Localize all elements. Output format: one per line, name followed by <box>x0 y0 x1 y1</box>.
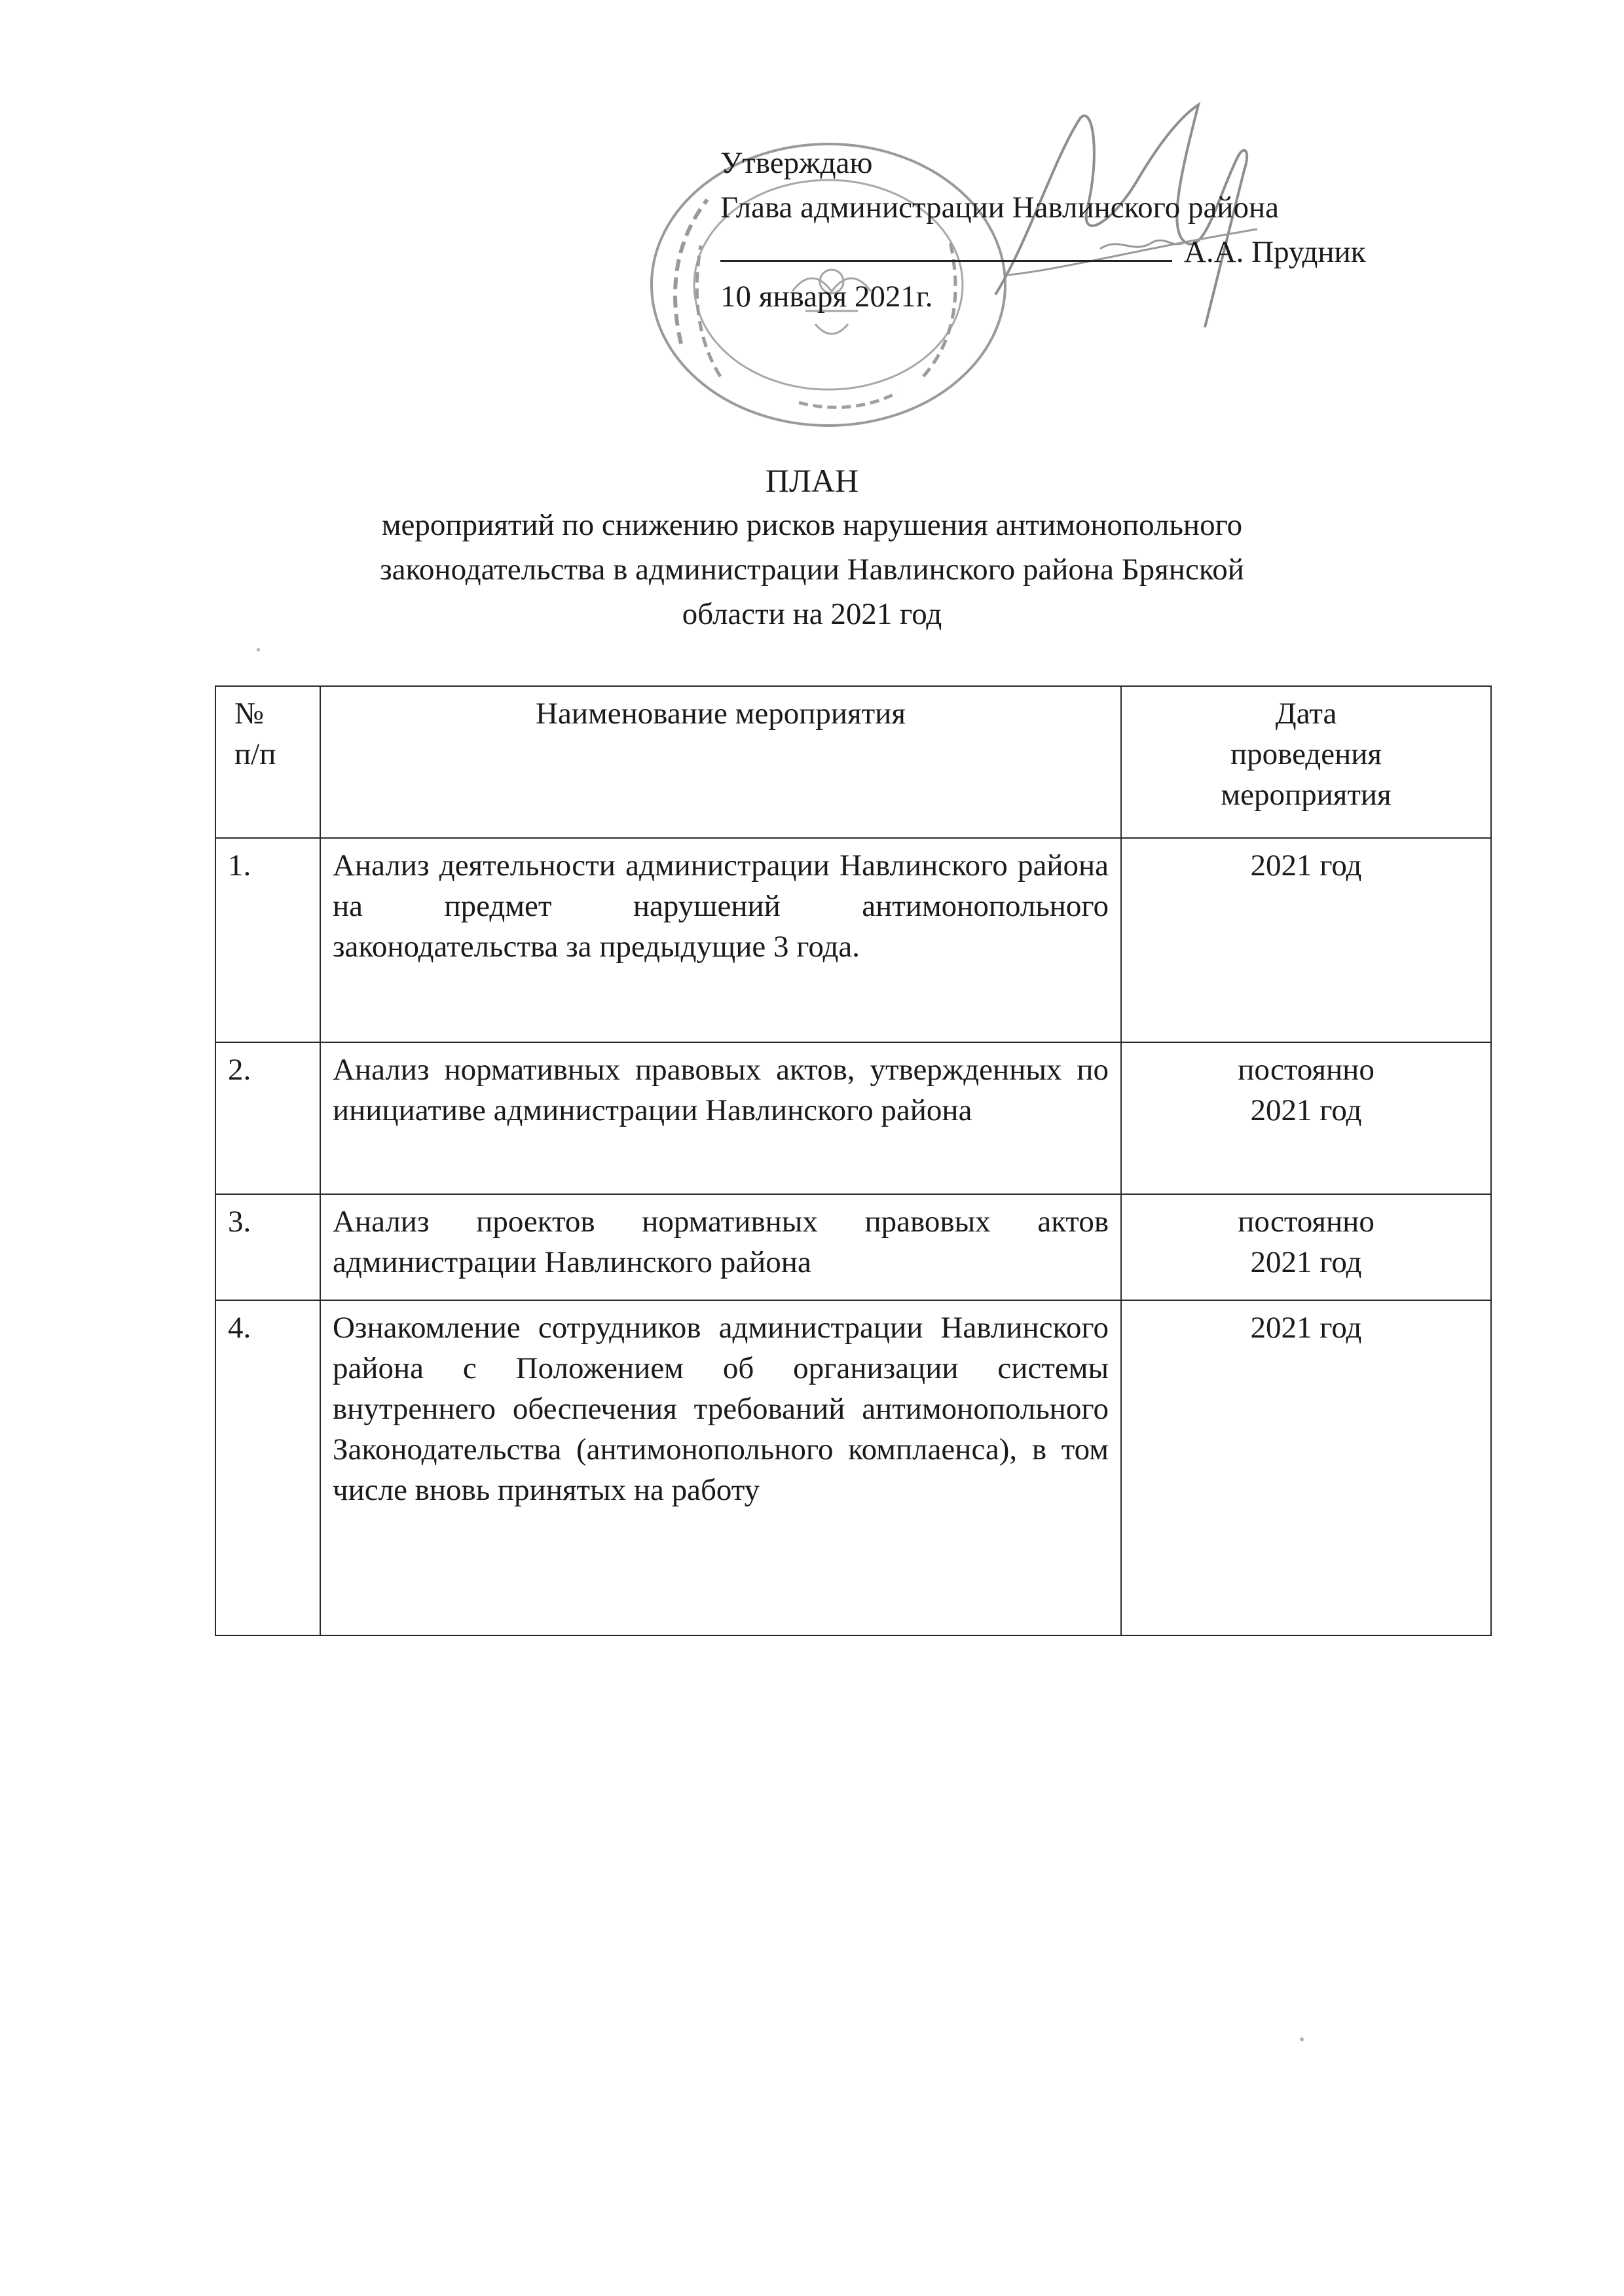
row-name: Анализ проектов нормативных правовых актов администрации Навлинского района <box>320 1194 1121 1300</box>
row-num: 4. <box>215 1300 320 1635</box>
scan-speck <box>1300 2037 1304 2041</box>
plan-table <box>215 685 1492 1636</box>
header-num-line2: п/п <box>234 737 276 771</box>
row-date-line1: постоянно <box>1238 1053 1375 1087</box>
row-date-line2: 2021 год <box>1250 1093 1362 1127</box>
header-date <box>1121 686 1491 838</box>
table-row <box>215 1300 1491 1635</box>
row-name: Анализ деятельности администрации Навлинского района на предмет нарушений антимонопольного законодательства за предыдущие 3 года. <box>320 838 1121 1042</box>
header-date-line3: мероприятия <box>1221 778 1392 812</box>
row-num: 1. <box>215 838 320 1042</box>
table-header-row <box>215 686 1491 838</box>
header-num-line1: № <box>234 697 264 731</box>
row-num: 2. <box>215 1042 320 1194</box>
row-date <box>1121 1300 1491 1635</box>
document-title <box>249 458 1375 636</box>
row-date-line2: 2021 год <box>1250 1245 1362 1279</box>
row-date <box>1121 1194 1491 1300</box>
row-num: 3. <box>215 1194 320 1300</box>
row-date-line1: постоянно <box>1238 1205 1375 1239</box>
row-name: Анализ нормативных правовых актов, утвержденных по инициативе администрации Навлинского района <box>320 1042 1121 1194</box>
table-row <box>215 838 1491 1042</box>
header-num <box>215 686 320 838</box>
approval-position: Глава администрации Навлинского района <box>720 191 1279 225</box>
title-line-2: законодательства в администрации Навлинского района Брянской <box>380 553 1244 587</box>
approval-date: 10 января 2021г. <box>720 280 933 314</box>
row-date <box>1121 1042 1491 1194</box>
signer-name: А.А. Прудник <box>1184 235 1366 269</box>
scan-speck <box>257 648 260 651</box>
header-name: Наименование мероприятия <box>320 686 1121 838</box>
row-date-line1: 2021 год <box>1250 1311 1362 1345</box>
signature-underline <box>720 230 1172 262</box>
title-line-1: мероприятий по снижению рисков нарушения антимонопольного <box>381 508 1243 542</box>
table-row <box>215 1194 1491 1300</box>
approval-word: Утверждаю <box>720 146 873 180</box>
plan-heading: ПЛАН <box>765 462 859 499</box>
title-line-3: области на 2021 год <box>682 597 942 631</box>
signature-line <box>720 230 1506 274</box>
approval-block <box>720 141 1506 319</box>
header-date-line2: проведения <box>1230 737 1382 771</box>
table-row <box>215 1042 1491 1194</box>
row-date <box>1121 838 1491 1042</box>
header-date-line1: Дата <box>1275 697 1337 731</box>
row-date-line1: 2021 год <box>1250 848 1362 883</box>
row-name: Ознакомление сотрудников администрации Навлинского района с Положением об организации системы внутреннего обеспечения требований антимонопольного Законодательства (антимонопольного комплаенса), в том числе вновь принятых на работу <box>320 1300 1121 1635</box>
